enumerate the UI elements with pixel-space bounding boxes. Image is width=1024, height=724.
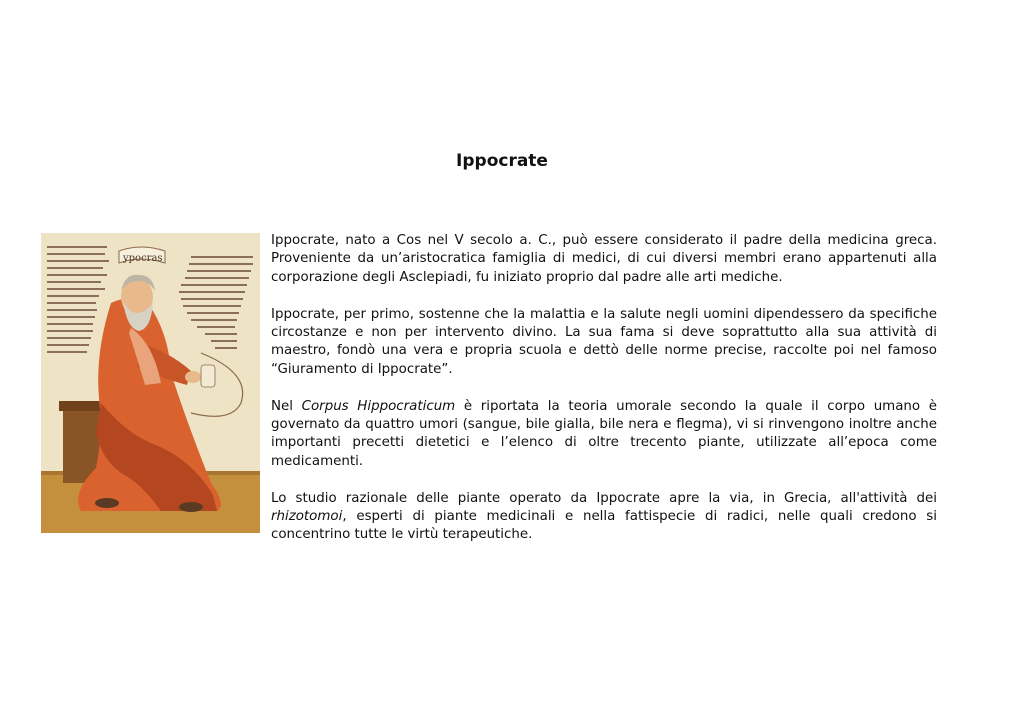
paragraph-corpus <box>271 398 937 472</box>
paragraph-text: Lo studio razionale delle piante operato da Ippocrate apre la via, in Grecia, all'attività dei <box>271 490 937 506</box>
rhizotomoi-term: rhizotomoi <box>271 509 343 525</box>
paragraph-text: , esperti di piante medicinali e nella fattispecie di radici, nelle quali credono si concentrino tutte le virtù terapeutiche. <box>271 509 937 543</box>
hippocrates-manuscript-portrait-icon <box>41 233 260 533</box>
paragraph-text: Ippocrate, nato a Cos nel V secolo a. C., può essere considerato il padre della medicina greca. Proveniente da un’aristocratica famiglia di medici, di cui diversi membri erano appartenuti alla corporazione degli Asclepiadi, fu iniziato proprio dal padre alle arti mediche. <box>271 233 937 285</box>
paragraph-text: Ippocrate, per primo, sostenne che la malattia e la salute negli uomini dipendessero da specifiche circostanze e non per intervento divino. La sua fama si deve soprattutto alla sua attività di maestro, fondò una vera e propria scuola e dettò delle norme precise, raccolte poi nel famoso “Giuramento di Ippocrate”. <box>271 306 937 377</box>
paragraph-text: è riportata la teoria umorale secondo la quale il corpo umano è governato da quattro umori (sangue, bile gialla, bile nera e flegma), vi si rinvengono inoltre anche importanti precetti dietetici e l’elenco di oltre trecento piante, utilizzate all’epoca come medicamenti. <box>271 398 938 469</box>
paragraph-fame <box>271 306 937 380</box>
page-title: Ippocrate <box>456 151 548 171</box>
corpus-title: Corpus Hippocraticum <box>301 398 456 414</box>
portrait-banner-label: ypocras <box>123 253 163 264</box>
body-text <box>271 232 937 563</box>
paragraph-text: Nel <box>271 398 302 414</box>
paragraph-intro <box>271 232 937 287</box>
paragraph-rhizotomoi <box>271 490 937 545</box>
